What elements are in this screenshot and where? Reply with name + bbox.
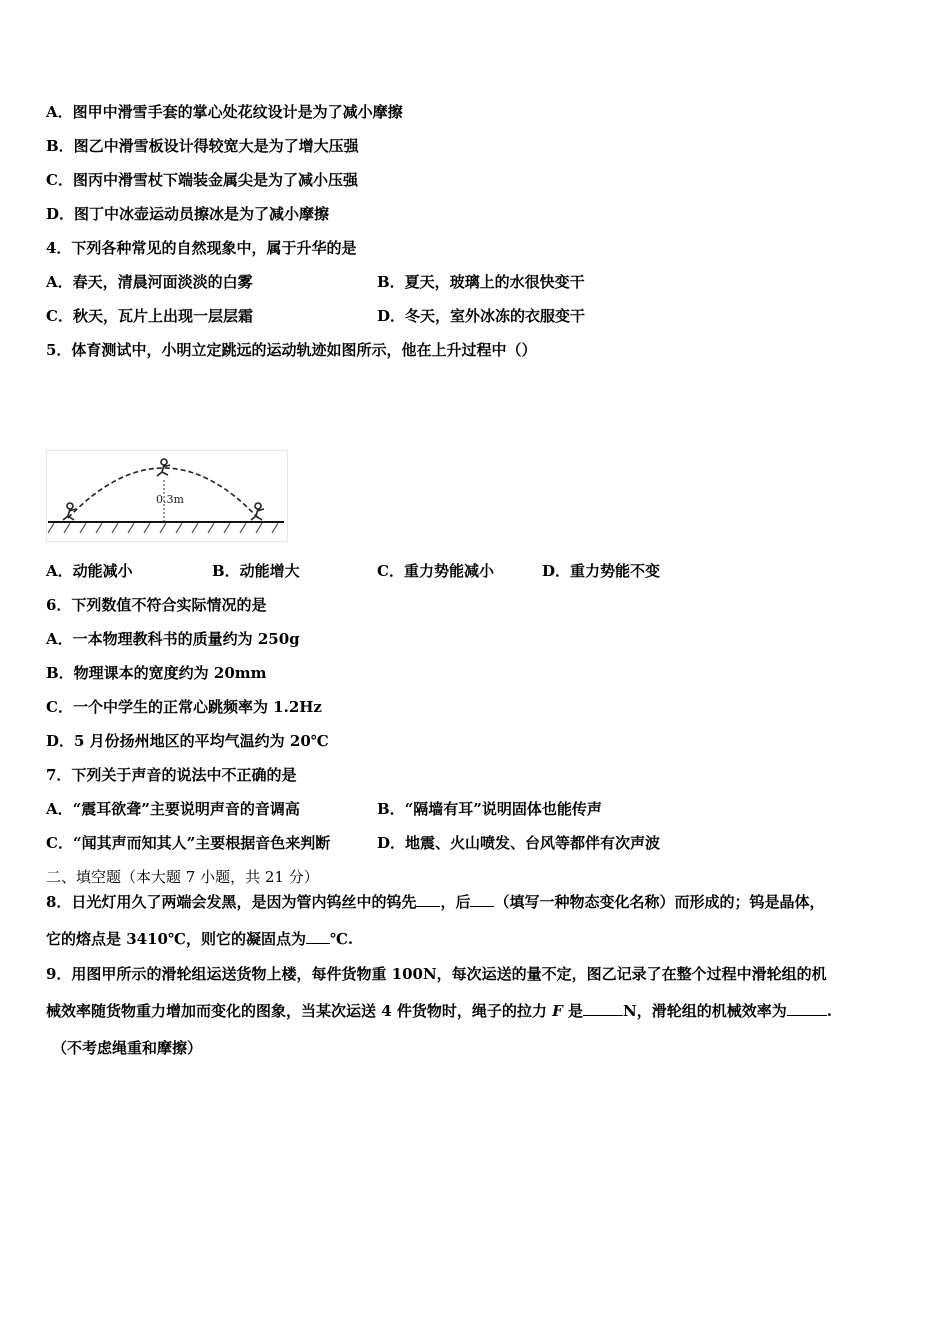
q4-stem: 4．下列各种常见的自然现象中，属于升华的是 [46, 239, 357, 257]
jumper-landing-icon [251, 503, 264, 520]
q9-text-2: 是 [562, 1002, 583, 1020]
q8-text-1: 8．日光灯用久了两端会发黑，是因为管内钨丝中的钨先 [46, 893, 417, 911]
q5-option-d: D．重力势能不变 [542, 562, 661, 580]
q5-option-c: C．重力势能减小 [377, 562, 494, 580]
q7-stem: 7．下列关于声音的说法中不正确的是 [46, 766, 297, 784]
q7-option-b: B．“隔墙有耳”说明固体也能传声 [377, 800, 602, 818]
q4-option-d: D．冬天，室外冰冻的衣服变干 [377, 307, 586, 325]
q8-blank-2[interactable] [470, 892, 494, 907]
q9-text-4: . [826, 1002, 832, 1020]
q8-text-2: ，后 [440, 893, 471, 911]
q7-option-a: A．“震耳欲聋”主要说明声音的音调高 [46, 800, 300, 818]
q6-stem: 6．下列数值不符合实际情况的是 [46, 596, 267, 614]
q3-option-a: A．图甲中滑雪手套的掌心处花纹设计是为了减小摩擦 [46, 103, 403, 121]
q9-line2 [46, 1001, 832, 1021]
q8-line1 [46, 892, 824, 912]
q7-option-c: C．“闻其声而知其人”主要根据音色来判断 [46, 834, 331, 852]
q6-option-c: C．一个中学生的正常心跳频率为 1.2Hz [46, 698, 322, 716]
q9-line3: （不考虑绳重和摩擦） [52, 1039, 203, 1057]
q4-option-c: C．秋天，瓦片上出现一层层霜 [46, 307, 253, 325]
q9-line1: 9．用图甲所示的滑轮组运送货物上楼，每件货物重 100N，每次运送的量不定，图乙记录了在整个过程中滑轮组的机 [46, 965, 827, 983]
q8-text-3: （填写一种物态变化名称）而形成的；钨是晶体， [494, 893, 825, 911]
q6-option-d: D．5 月份扬州地区的平均气温约为 20℃ [46, 732, 329, 750]
q8-blank-1[interactable] [416, 892, 440, 907]
height-label: 0.3m [156, 493, 184, 506]
q8-text-4: 它的熔点是 3410℃，则它的凝固点为 [46, 930, 306, 948]
section-heading: 二、填空题（本大题 7 小题，共 21 分） [46, 868, 319, 886]
q5-option-a: A．动能减小 [46, 562, 133, 580]
q9-text-1: 械效率随货物重力增加而变化的图象，当某次运送 4 件货物时，绳子的拉力 [46, 1002, 553, 1020]
q8-blank-3[interactable] [306, 929, 330, 944]
q4-option-b: B．夏天，玻璃上的水很快变干 [377, 273, 585, 291]
q6-option-b: B．物理课本的宽度约为 20mm [46, 664, 267, 682]
q9-text-3: N，滑轮组的机械效率为 [623, 1002, 787, 1020]
q6-option-a: A．一本物理教科书的质量约为 250g [46, 630, 300, 648]
q9-blank-1[interactable] [583, 1001, 623, 1016]
q7-option-d: D．地震、火山喷发、台风等都伴有次声波 [377, 834, 661, 852]
q5-option-b: B．动能增大 [212, 562, 300, 580]
q8-line2 [46, 929, 353, 949]
q3-option-b: B．图乙中滑雪板设计得较宽大是为了增大压强 [46, 137, 359, 155]
q3-option-c: C．图丙中滑雪杖下端装金属尖是为了减小压强 [46, 171, 358, 189]
q9-blank-2[interactable] [787, 1001, 827, 1016]
q9-variable-f: F [552, 1002, 563, 1020]
q8-text-5: ℃. [329, 930, 354, 948]
q4-option-a: A．春天，清晨河面淡淡的白雾 [46, 273, 253, 291]
long-jump-trajectory-figure [46, 450, 288, 542]
q5-stem: 5．体育测试中，小明立定跳远的运动轨迹如图所示，他在上升过程中（） [46, 341, 537, 359]
q3-option-d: D．图丁中冰壶运动员擦冰是为了减小摩擦 [46, 205, 330, 223]
